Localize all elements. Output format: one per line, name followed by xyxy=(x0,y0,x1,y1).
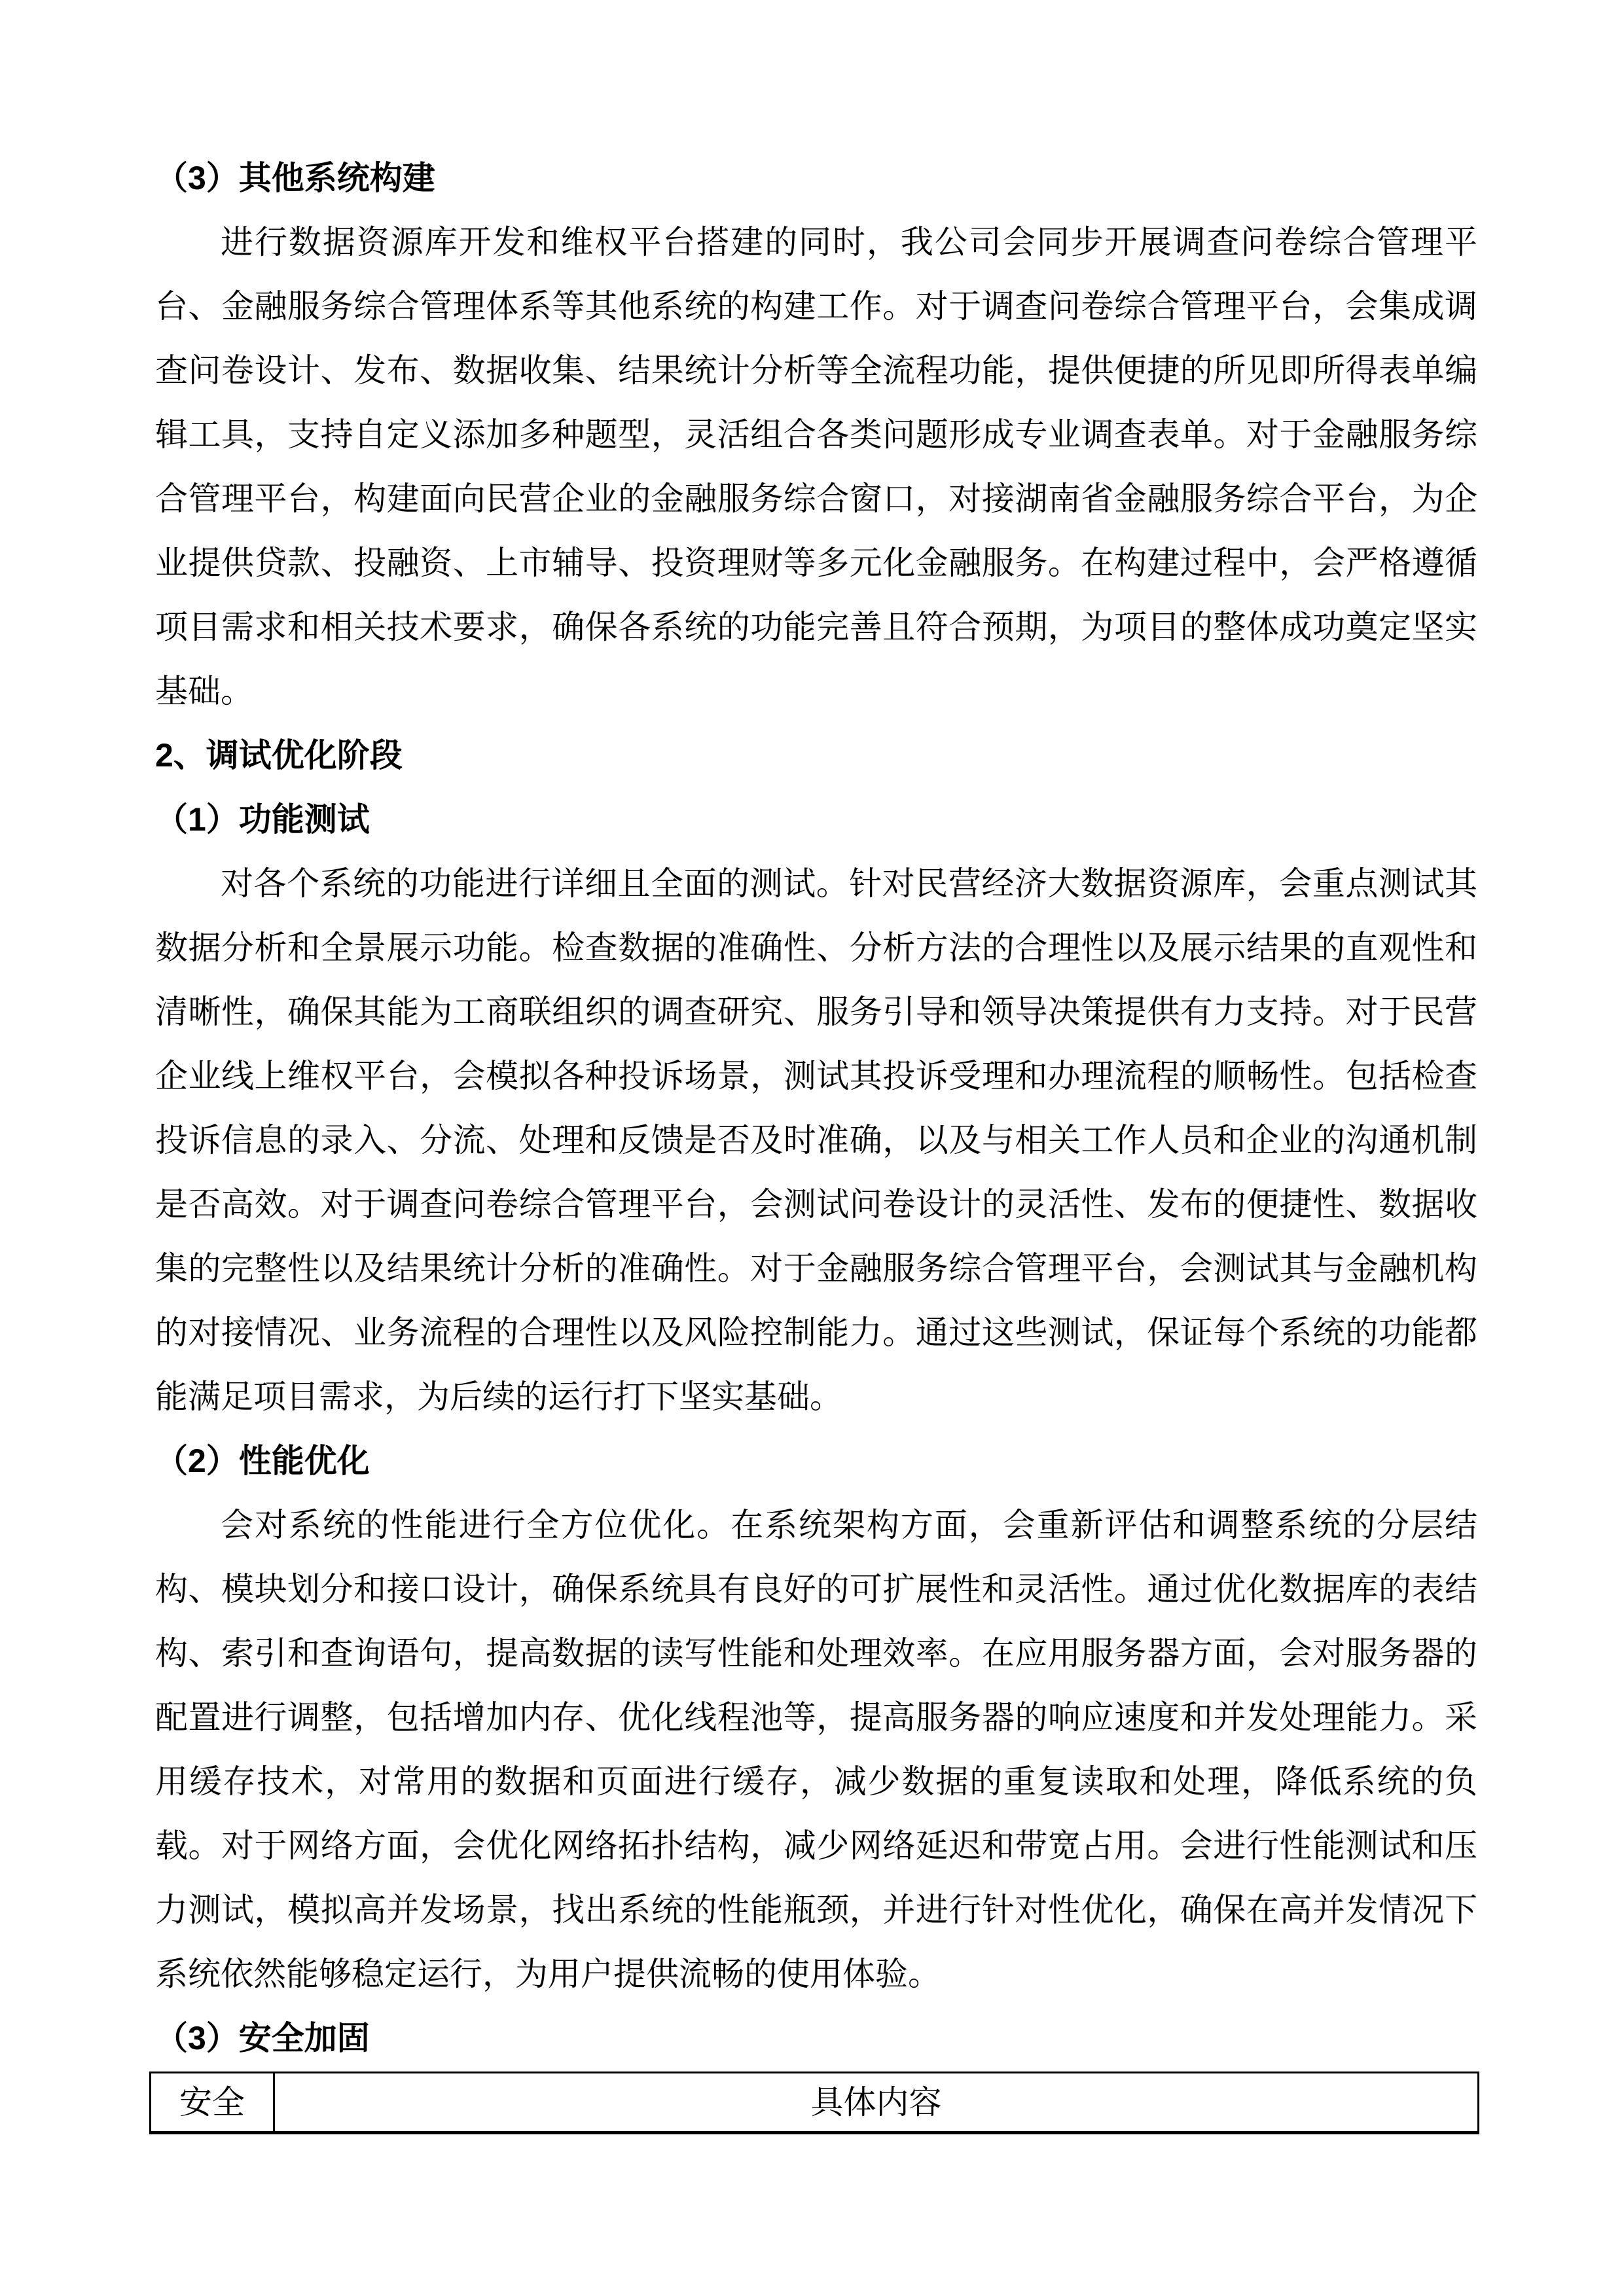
paragraph-functional-test: 对各个系统的功能进行详细且全面的测试。针对民营经济大数据资源库，会重点测试其数据分析和全景展示功能。检查数据的准确性、分析方法的合理性以及展示结果的直观性和清晰性，确保其能为工商联组织的调查研究、服务引导和领导决策提供有力支持。对于民营企业线上维权平台，会模拟各种投诉场景，测试其投诉受理和办理流程的顺畅性。包括检查投诉信息的录入、分流、处理和反馈是否及时准确，以及与相关工作人员和企业的沟通机制是否高效。对于调查问卷综合管理平台，会测试问卷设计的灵活性、发布的便捷性、数据收集的完整性以及结果统计分析的准确性。对于金融服务综合管理平台，会测试其与金融机构的对接情况、业务流程的合理性以及风险控制能力。通过这些测试，保证每个系统的功能都能满足项目需求，为后续的运行打下坚实基础。 xyxy=(155,865,1477,1415)
heading-debug-phase: 2、调试优化阶段 xyxy=(155,737,403,774)
security-table-header-cell-security: 安全 xyxy=(151,2073,274,2133)
heading-performance: （2）性能优化 xyxy=(155,1443,370,1479)
security-table xyxy=(149,2072,1479,2134)
paragraph-other-systems: 进行数据资源库开发和维权平台搭建的同时，我公司会同步开展调查问卷综合管理平台、金融服务综合管理体系等其他系统的构建工作。对于调查问卷综合管理平台，会集成调查问卷设计、发布、数据收集、结果统计分析等全流程功能，提供便捷的所见即所得表单编辑工具，支持自定义添加多种题型，灵活组合各类问题形成专业调查表单。对于金融服务综合管理平台，构建面向民营企业的金融服务综合窗口，对接湖南省金融服务综合平台，为企业提供贷款、投融资、上市辅导、投资理财等多元化金融服务。在构建过程中，会严格遵循项目需求和相关技术要求，确保各系统的功能完善且符合预期，为项目的整体成功奠定坚实基础。 xyxy=(155,224,1477,709)
paragraph-performance: 会对系统的性能进行全方位优化。在系统架构方面，会重新评估和调整系统的分层结构、模块划分和接口设计，确保系统具有良好的可扩展性和灵活性。通过优化数据库的表结构、索引和查询语句，提高数据的读写性能和处理效率。在应用服务器方面，会对服务器的配置进行调整，包括增加内存、优化线程池等，提高服务器的响应速度和并发处理能力。采用缓存技术，对常用的数据和页面进行缓存，减少数据的重复读取和处理，降低系统的负载。对于网络方面，会优化网络拓扑结构，减少网络延迟和带宽占用。会进行性能测试和压力测试，模拟高并发场景，找出系统的性能瓶颈，并进行针对性优化，确保在高并发情况下系统依然能够稳定运行，为用户提供流畅的使用体验。 xyxy=(155,1507,1477,1992)
heading-functional-test: （1）功能测试 xyxy=(155,801,370,838)
heading-security: （3）安全加固 xyxy=(155,2020,370,2056)
security-table-header-row xyxy=(151,2073,1479,2133)
heading-other-systems: （3）其他系统构建 xyxy=(155,160,435,196)
security-table-header-cell-content: 具体内容 xyxy=(274,2073,1479,2133)
